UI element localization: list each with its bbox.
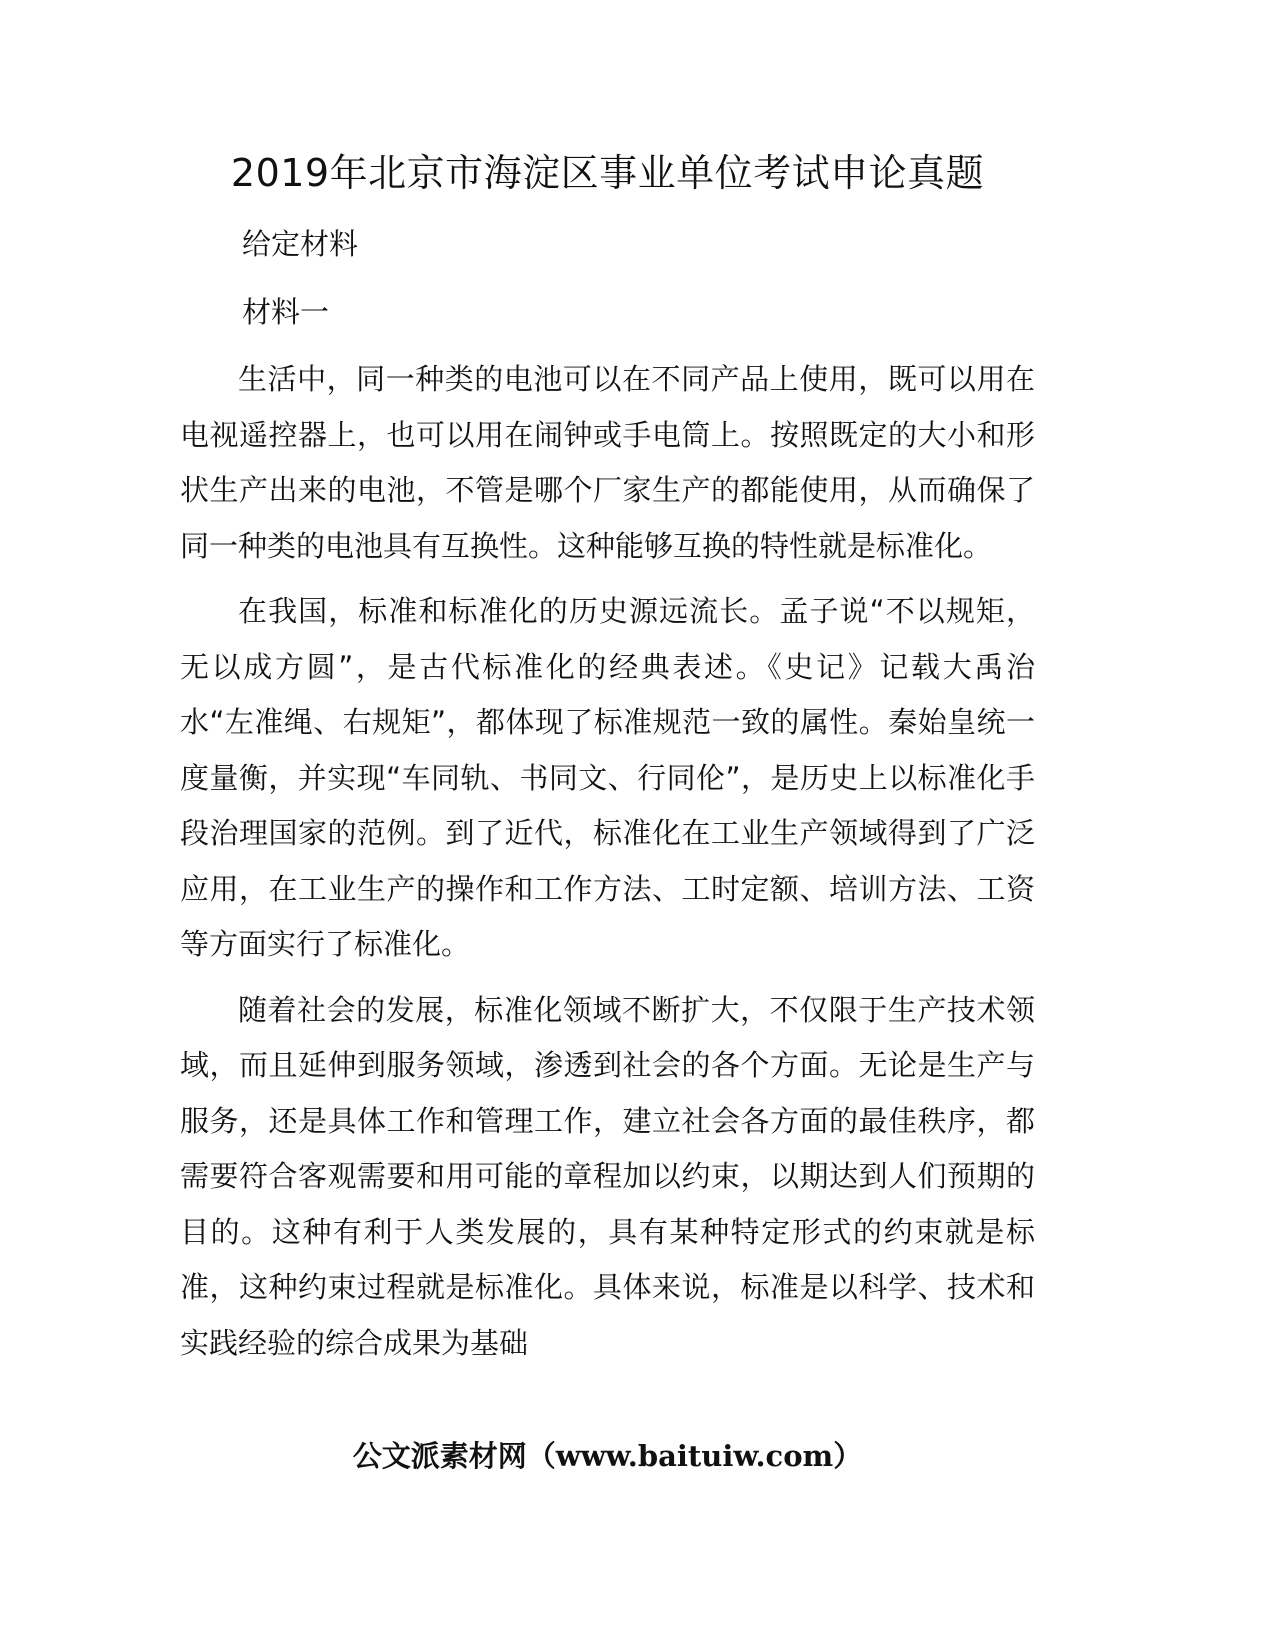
paragraph-2: 在我国，标准和标准化的历史源远流长。孟子说“不以规矩，无以成方圆”，是古代标准化的经典表述。《史记》记载大禹治水“左准绳、右规矩”，都体现了标准规范一致的属性。秦始皇统一度量衡，并实现“车同轨、书同文、行同伦”，是历史上以标准化手段治理国家的范例。到了近代，标准化在工业生产领域得到了广泛应用，在工业生产的操作和工作方法、工时定额、培训方法、工资等方面实行了标准化。 <box>180 594 1035 961</box>
section-label: 给定材料 <box>242 227 359 261</box>
document-body <box>180 352 1035 1381</box>
paragraph-3: 随着社会的发展，标准化领域不断扩大，不仅限于生产技术领域，而且延伸到服务领域，渗透到社会的各个方面。无论是生产与服务，还是具体工作和管理工作，建立社会各方面的最佳秩序，都需要符合客观需要和用可能的章程加以约束，以期达到人们预期的目的。这种有利于人类发展的，具有某种特定形式的约束就是标准，这种约束过程就是标准化。具体来说，标准是以科学、技术和实践经验的综合成果为基础 <box>180 992 1035 1360</box>
subsection-label: 材料一 <box>242 295 330 329</box>
paragraph-1: 生活中，同一种类的电池可以在不同产品上使用，既可以用在电视遥控器上，也可以用在闹钟或手电筒上。按照既定的大小和形状生产出来的电池，不管是哪个厂家生产的都能使用，从而确保了同一种类的电池具有互换性。这种能够互换的特性就是标准化。 <box>180 362 1035 563</box>
document-page <box>180 0 1035 1650</box>
document-title: 2019年北京市海淀区事业单位考试申论真题 <box>230 151 985 195</box>
footer-watermark: 公文派素材网（www.baituiw.com） <box>352 1439 863 1473</box>
